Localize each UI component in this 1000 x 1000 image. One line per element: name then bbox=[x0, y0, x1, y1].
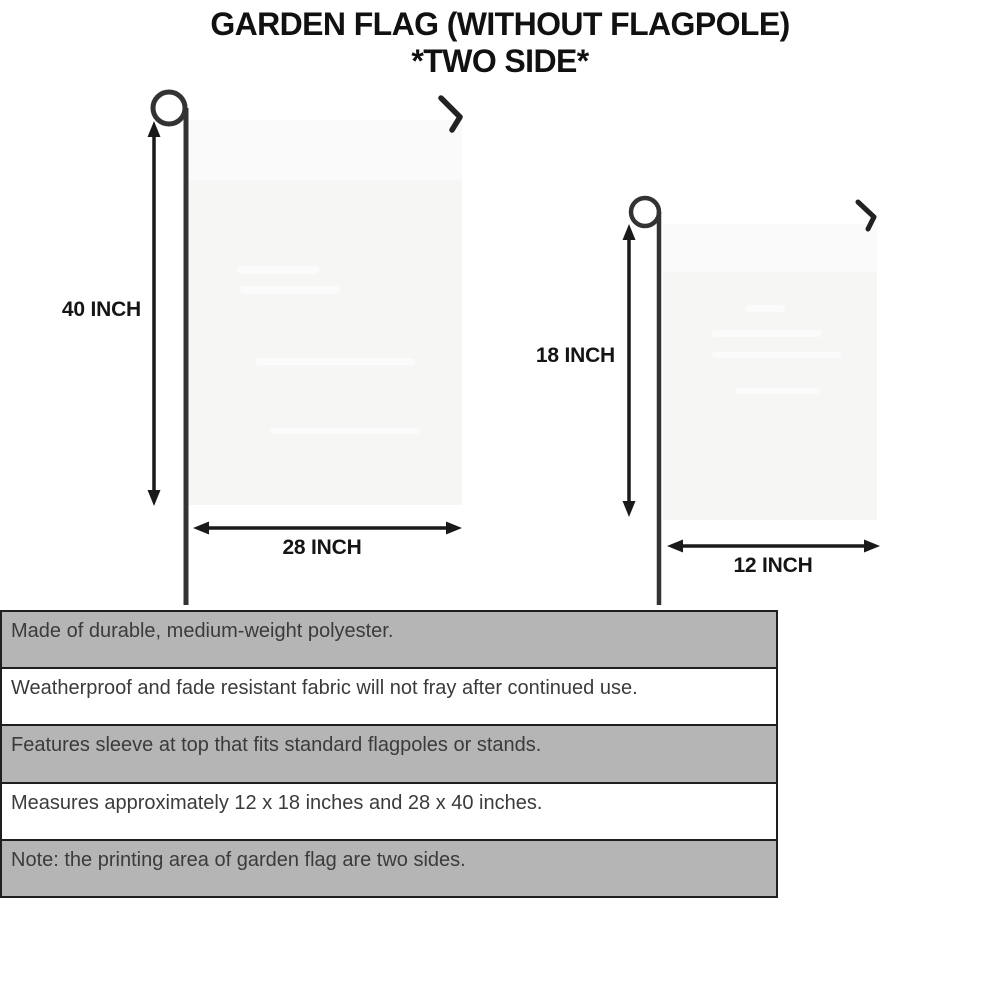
feature-row bbox=[2, 726, 776, 783]
large-flag-diagram bbox=[62, 92, 462, 605]
feature-text: Weatherproof and fade resistant fabric will not fray after continued use. bbox=[11, 677, 638, 700]
large-flag-ghost-mark bbox=[240, 286, 340, 294]
large-flag-width-label: 28 INCH bbox=[282, 536, 362, 559]
large-flagpole-loop-icon bbox=[153, 92, 185, 124]
arrow-down-icon bbox=[623, 501, 636, 517]
page-title: GARDEN FLAG (WITHOUT FLAGPOLE) bbox=[210, 6, 790, 42]
small-flag-diagram bbox=[536, 198, 880, 605]
small-flag-sleeve bbox=[663, 224, 877, 272]
small-flagpole-loop-icon bbox=[631, 198, 659, 226]
small-flag-width-label: 12 INCH bbox=[733, 554, 813, 577]
feature-row bbox=[2, 841, 776, 896]
large-flag-sleeve bbox=[189, 120, 462, 180]
arrow-up-icon bbox=[623, 224, 636, 240]
arrow-up-icon bbox=[148, 121, 161, 137]
small-flag-height-label: 18 INCH bbox=[535, 344, 615, 367]
arrow-down-icon bbox=[148, 490, 161, 506]
large-flag-ghost-mark bbox=[237, 266, 319, 274]
large-flag-ghost-mark bbox=[255, 358, 415, 365]
feature-text: Measures approximately 12 x 18 inches and 28 x 40 inches. bbox=[11, 791, 543, 814]
features-table bbox=[0, 610, 778, 898]
page-subtitle: *TWO SIDE* bbox=[411, 43, 589, 79]
large-flag-ghost-mark bbox=[270, 428, 420, 434]
feature-text: Made of durable, medium-weight polyester. bbox=[11, 620, 394, 642]
small-flag-ghost-mark bbox=[735, 388, 820, 394]
small-flag-ghost-mark bbox=[712, 330, 822, 337]
feature-row bbox=[2, 784, 776, 841]
large-flag-height-label: 40 INCH bbox=[61, 298, 141, 321]
arrow-left-icon bbox=[667, 540, 683, 553]
feature-text: Note: the printing area of garden flag are two sides. bbox=[11, 848, 466, 871]
feature-row bbox=[2, 669, 776, 726]
arrow-right-icon bbox=[864, 540, 880, 553]
feature-row bbox=[2, 612, 776, 669]
small-flag-ghost-mark bbox=[745, 305, 785, 312]
arrow-right-icon bbox=[446, 522, 462, 535]
feature-text: Features sleeve at top that fits standard flagpoles or stands. bbox=[11, 734, 542, 757]
arrow-left-icon bbox=[193, 522, 209, 535]
small-flag-ghost-mark bbox=[712, 352, 842, 358]
